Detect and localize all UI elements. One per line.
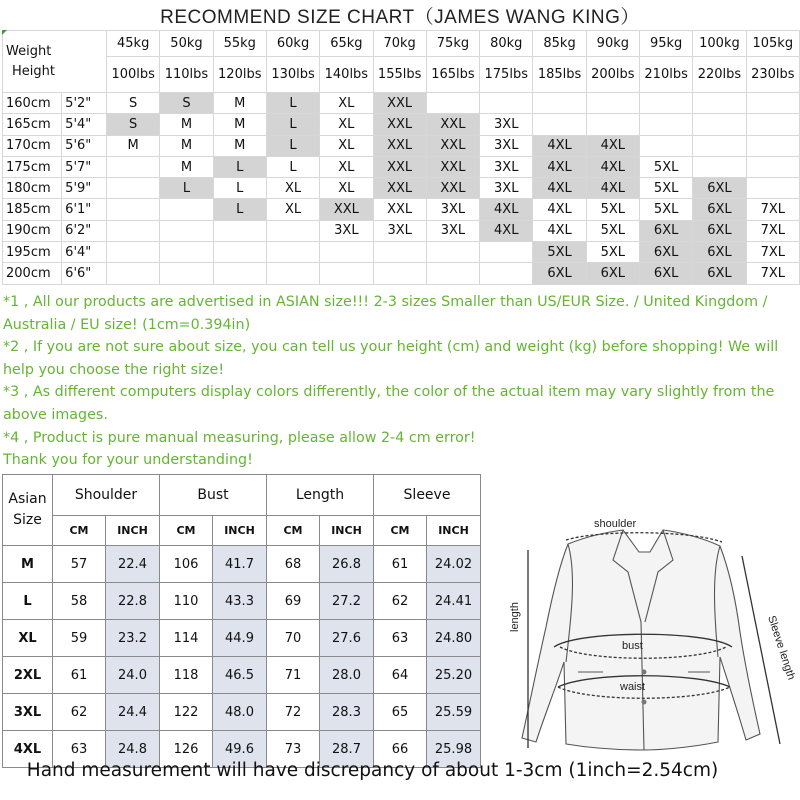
measurement-row <box>3 657 481 694</box>
measurement-value: 62 <box>53 694 106 731</box>
size-cell: XXL <box>373 178 426 199</box>
measurement-value: 28.7 <box>320 731 374 768</box>
size-row <box>3 135 800 156</box>
size-cell: 6XL <box>693 178 746 199</box>
note-line: Thank you for your understanding! <box>3 452 253 469</box>
size-cell: XL <box>266 178 319 199</box>
measurement-value: 27.6 <box>320 620 374 657</box>
size-cell <box>266 263 319 284</box>
size-cell: XXL <box>426 135 479 156</box>
height-cm: 200cm <box>3 263 62 284</box>
measurement-value: 61 <box>53 657 106 694</box>
weight-lbs-header: 155lbs <box>373 57 426 93</box>
measurement-value: 24.80 <box>427 620 481 657</box>
height-cm: 185cm <box>3 199 62 220</box>
unit-inch-header: INCH <box>213 516 267 546</box>
measure-column-header: Length <box>267 475 374 516</box>
size-cell: L <box>266 93 319 114</box>
size-row <box>3 263 800 284</box>
measurement-row <box>3 694 481 731</box>
weight-kg-header: 105kg <box>746 31 799 57</box>
weight-kg-header: 50kg <box>160 31 213 57</box>
weight-lbs-header: 175lbs <box>480 57 533 93</box>
size-cell <box>746 178 799 199</box>
size-label: 4XL <box>3 731 53 768</box>
size-cell: 3XL <box>320 220 373 241</box>
size-cell: 5XL <box>639 156 692 177</box>
measurement-value: 64 <box>374 657 427 694</box>
measurement-value: 23.2 <box>106 620 160 657</box>
measurement-value: 106 <box>160 546 213 583</box>
size-cell: 7XL <box>746 199 799 220</box>
size-cell: M <box>107 135 160 156</box>
measurement-value: 110 <box>160 583 213 620</box>
height-header-label: Height <box>12 63 55 79</box>
size-cell: 4XL <box>533 220 586 241</box>
size-cell: 4XL <box>533 135 586 156</box>
measurement-value: 66 <box>374 731 427 768</box>
size-cell: 7XL <box>746 220 799 241</box>
weight-kg-header: 90kg <box>586 31 639 57</box>
size-cell: 6XL <box>693 220 746 241</box>
unit-inch-header: INCH <box>106 516 160 546</box>
size-cell <box>160 220 213 241</box>
measurement-value: 126 <box>160 731 213 768</box>
size-cell: XL <box>320 114 373 135</box>
size-cell: S <box>107 93 160 114</box>
size-cell: 6XL <box>693 199 746 220</box>
size-row <box>3 156 800 177</box>
measurement-value: 57 <box>53 546 106 583</box>
weight-kg-header: 65kg <box>320 31 373 57</box>
height-inch: 5'6" <box>62 135 107 156</box>
weight-lbs-header: 220lbs <box>693 57 746 93</box>
size-cell: L <box>213 178 266 199</box>
size-cell: XXL <box>373 156 426 177</box>
note-line: *2 , If you are not sure about size, you can tell us your height (cm) and weight (kg) before shopping! We will help you choose the right size! <box>3 339 779 378</box>
measurement-value: 28.3 <box>320 694 374 731</box>
unit-inch-header: INCH <box>427 516 481 546</box>
size-chart-title: RECOMMEND SIZE CHART（JAMES WANG KING） <box>160 7 640 28</box>
measurement-value: 24.4 <box>106 694 160 731</box>
measurement-value: 73 <box>267 731 320 768</box>
size-cell: 4XL <box>480 199 533 220</box>
weight-kg-header: 75kg <box>426 31 479 57</box>
weight-kg-header: 45kg <box>107 31 160 57</box>
size-cell: 3XL <box>480 178 533 199</box>
size-cell: 4XL <box>533 199 586 220</box>
measurement-value: 24.41 <box>427 583 481 620</box>
size-label: 2XL <box>3 657 53 694</box>
height-cm: 165cm <box>3 114 62 135</box>
size-cell: L <box>266 156 319 177</box>
size-label: XL <box>3 620 53 657</box>
measurement-value: 41.7 <box>213 546 267 583</box>
size-cell: 6XL <box>586 263 639 284</box>
measurement-header-row <box>3 475 481 516</box>
size-cell: L <box>213 156 266 177</box>
hand-measurement-note: Hand measurement will have discrepancy of about 1-3cm (1inch=2.54cm) <box>26 760 719 781</box>
size-row <box>3 93 800 114</box>
height-inch: 6'6" <box>62 263 107 284</box>
height-inch: 6'4" <box>62 242 107 263</box>
measurement-value: 63 <box>374 620 427 657</box>
measurement-value: 25.98 <box>427 731 481 768</box>
size-cell: 3XL <box>480 114 533 135</box>
size-cell: 5XL <box>586 242 639 263</box>
size-cell: 6XL <box>639 263 692 284</box>
measurement-value: 25.20 <box>427 657 481 694</box>
measurement-row <box>3 546 481 583</box>
size-cell <box>426 242 479 263</box>
size-cell: 6XL <box>693 263 746 284</box>
size-cell <box>586 114 639 135</box>
size-cell <box>107 242 160 263</box>
size-row <box>3 242 800 263</box>
weight-lbs-header: 120lbs <box>213 57 266 93</box>
weight-lbs-header: 130lbs <box>266 57 319 93</box>
measurement-value: 61 <box>374 546 427 583</box>
notes-section <box>3 291 798 472</box>
bust-label: bust <box>622 640 643 652</box>
measurement-value: 24.8 <box>106 731 160 768</box>
unit-header-row <box>3 516 481 546</box>
unit-cm-header: CM <box>160 516 213 546</box>
jacket-measurement-diagram <box>498 512 798 760</box>
measurement-value: 26.8 <box>320 546 374 583</box>
weight-kg-row <box>3 31 800 57</box>
measurement-value: 22.8 <box>106 583 160 620</box>
size-cell: 4XL <box>533 178 586 199</box>
height-cm: 160cm <box>3 93 62 114</box>
size-cell: 7XL <box>746 242 799 263</box>
measure-column-header: Shoulder <box>53 475 160 516</box>
weight-lbs-row <box>3 57 800 93</box>
size-cell: 4XL <box>586 135 639 156</box>
size-cell: XXL <box>320 199 373 220</box>
size-cell: M <box>213 114 266 135</box>
weight-kg-header: 60kg <box>266 31 319 57</box>
size-cell: 3XL <box>480 135 533 156</box>
size-cell: 6XL <box>639 220 692 241</box>
size-cell: M <box>160 135 213 156</box>
weight-lbs-header: 185lbs <box>533 57 586 93</box>
size-cell: 5XL <box>586 220 639 241</box>
measure-column-header: Sleeve <box>374 475 481 516</box>
waist-label: waist <box>620 681 646 693</box>
height-inch: 6'2" <box>62 220 107 241</box>
size-cell <box>107 178 160 199</box>
size-cell <box>746 135 799 156</box>
height-inch: 5'7" <box>62 156 107 177</box>
size-cell <box>213 242 266 263</box>
size-cell: 5XL <box>639 199 692 220</box>
height-cm: 175cm <box>3 156 62 177</box>
size-cell <box>160 263 213 284</box>
height-cm: 190cm <box>3 220 62 241</box>
measurement-value: 22.4 <box>106 546 160 583</box>
size-cell: L <box>160 178 213 199</box>
shoulder-label: shoulder <box>594 518 637 530</box>
weight-lbs-header: 210lbs <box>639 57 692 93</box>
weight-kg-header: 80kg <box>480 31 533 57</box>
size-cell: 4XL <box>480 220 533 241</box>
length-label: length <box>509 602 521 632</box>
unit-cm-header: CM <box>53 516 106 546</box>
size-cell <box>533 114 586 135</box>
size-cell: M <box>213 135 266 156</box>
size-cell <box>266 242 319 263</box>
measurement-value: 44.9 <box>213 620 267 657</box>
height-cm: 170cm <box>3 135 62 156</box>
size-cell <box>693 93 746 114</box>
size-cell: 6XL <box>693 242 746 263</box>
height-inch: 5'4" <box>62 114 107 135</box>
size-cell <box>107 263 160 284</box>
height-inch: 6'1" <box>62 199 107 220</box>
size-label: 3XL <box>3 694 53 731</box>
weight-header-label: Weight <box>6 43 52 59</box>
size-cell: 3XL <box>426 199 479 220</box>
size-cell: L <box>266 135 319 156</box>
weight-kg-header: 100kg <box>693 31 746 57</box>
size-cell: 4XL <box>586 178 639 199</box>
corner-mark <box>2 30 7 35</box>
size-cell: XXL <box>426 156 479 177</box>
weight-lbs-header: 110lbs <box>160 57 213 93</box>
unit-cm-header: CM <box>267 516 320 546</box>
size-cell: XXL <box>426 178 479 199</box>
size-cell: XL <box>320 178 373 199</box>
size-label: M <box>3 546 53 583</box>
measurement-value: 63 <box>53 731 106 768</box>
weight-kg-header: 95kg <box>639 31 692 57</box>
size-cell <box>213 263 266 284</box>
measurement-value: 25.59 <box>427 694 481 731</box>
measurement-value: 118 <box>160 657 213 694</box>
weight-kg-header: 85kg <box>533 31 586 57</box>
size-cell: S <box>107 114 160 135</box>
weight-kg-header: 70kg <box>373 31 426 57</box>
size-cell: L <box>213 199 266 220</box>
size-cell <box>746 93 799 114</box>
size-cell: XL <box>320 135 373 156</box>
measure-column-header: Bust <box>160 475 267 516</box>
size-cell: 6XL <box>533 263 586 284</box>
size-cell <box>213 220 266 241</box>
size-cell: 4XL <box>533 156 586 177</box>
weight-height-header <box>3 31 107 93</box>
size-cell: 5XL <box>533 242 586 263</box>
measurement-value: 62 <box>374 583 427 620</box>
measurement-value: 114 <box>160 620 213 657</box>
measurement-value: 68 <box>267 546 320 583</box>
size-cell: XXL <box>373 114 426 135</box>
size-row <box>3 178 800 199</box>
size-label: L <box>3 583 53 620</box>
size-cell: M <box>160 156 213 177</box>
size-cell <box>320 242 373 263</box>
size-cell <box>639 93 692 114</box>
measurement-value: 72 <box>267 694 320 731</box>
size-cell: XXL <box>373 93 426 114</box>
weight-kg-header: 55kg <box>213 31 266 57</box>
size-cell <box>266 220 319 241</box>
weight-lbs-header: 165lbs <box>426 57 479 93</box>
size-cell: 7XL <box>746 263 799 284</box>
size-cell: L <box>266 114 319 135</box>
size-cell: XL <box>320 156 373 177</box>
unit-inch-header: INCH <box>320 516 374 546</box>
size-cell <box>639 114 692 135</box>
size-cell <box>586 93 639 114</box>
size-cell <box>426 93 479 114</box>
size-cell: 5XL <box>586 199 639 220</box>
measurement-value: 69 <box>267 583 320 620</box>
size-cell <box>107 199 160 220</box>
size-cell: 4XL <box>586 156 639 177</box>
asian-size-label: Asian Size <box>8 491 47 528</box>
measurement-value: 59 <box>53 620 106 657</box>
note-line: *4 , Product is pure manual measuring, please allow 2-4 cm error! <box>3 429 476 446</box>
measurement-value: 65 <box>374 694 427 731</box>
size-row <box>3 199 800 220</box>
size-cell <box>373 263 426 284</box>
measurement-value: 43.3 <box>213 583 267 620</box>
size-cell <box>426 263 479 284</box>
height-inch: 5'2" <box>62 93 107 114</box>
size-cell: 5XL <box>639 178 692 199</box>
unit-cm-header: CM <box>374 516 427 546</box>
size-cell <box>160 199 213 220</box>
size-cell: XXL <box>373 135 426 156</box>
measurement-row <box>3 620 481 657</box>
measurement-value: 122 <box>160 694 213 731</box>
size-cell: S <box>160 93 213 114</box>
size-cell <box>320 263 373 284</box>
size-cell: M <box>160 114 213 135</box>
size-cell <box>107 220 160 241</box>
size-cell <box>480 93 533 114</box>
recommend-size-table <box>2 30 800 285</box>
measurement-value: 27.2 <box>320 583 374 620</box>
size-cell <box>373 242 426 263</box>
size-cell <box>639 135 692 156</box>
measurement-value: 58 <box>53 583 106 620</box>
weight-lbs-header: 140lbs <box>320 57 373 93</box>
size-cell: 6XL <box>639 242 692 263</box>
measurement-value: 48.0 <box>213 694 267 731</box>
size-cell <box>746 156 799 177</box>
size-cell <box>160 242 213 263</box>
size-cell: XL <box>320 93 373 114</box>
size-cell <box>480 242 533 263</box>
size-cell: XXL <box>426 114 479 135</box>
measurement-row <box>3 583 481 620</box>
size-cell: XXL <box>373 199 426 220</box>
weight-lbs-header: 100lbs <box>107 57 160 93</box>
size-row <box>3 114 800 135</box>
size-cell: 3XL <box>373 220 426 241</box>
size-cell <box>693 114 746 135</box>
note-line: *1 , All our products are advertised in ASIAN size!!! 2-3 sizes Smaller than US/EUR Size. / United Kingdom / Australia / EU size! (1cm=0.394in) <box>3 294 768 333</box>
size-cell: 3XL <box>480 156 533 177</box>
size-cell <box>533 93 586 114</box>
measurement-value: 24.0 <box>106 657 160 694</box>
measurement-value: 49.6 <box>213 731 267 768</box>
size-cell: M <box>213 93 266 114</box>
measurement-value: 28.0 <box>320 657 374 694</box>
size-cell <box>693 135 746 156</box>
height-cm: 180cm <box>3 178 62 199</box>
asian-size-header <box>3 475 53 546</box>
weight-lbs-header: 230lbs <box>746 57 799 93</box>
measurement-value: 46.5 <box>213 657 267 694</box>
size-cell <box>480 263 533 284</box>
size-cell <box>746 114 799 135</box>
weight-lbs-header: 200lbs <box>586 57 639 93</box>
measurement-value: 70 <box>267 620 320 657</box>
size-cell <box>107 156 160 177</box>
size-cell: 3XL <box>426 220 479 241</box>
height-inch: 5'9" <box>62 178 107 199</box>
note-line: *3 , As different computers display colors differently, the color of the actual item may vary slightly from the above images. <box>3 384 775 423</box>
sleeve-length-label: Sleeve length <box>765 614 798 682</box>
size-row <box>3 220 800 241</box>
size-cell: XL <box>266 199 319 220</box>
measurement-table <box>2 474 481 768</box>
height-cm: 195cm <box>3 242 62 263</box>
measurement-value: 71 <box>267 657 320 694</box>
size-cell <box>693 156 746 177</box>
measurement-value: 24.02 <box>427 546 481 583</box>
